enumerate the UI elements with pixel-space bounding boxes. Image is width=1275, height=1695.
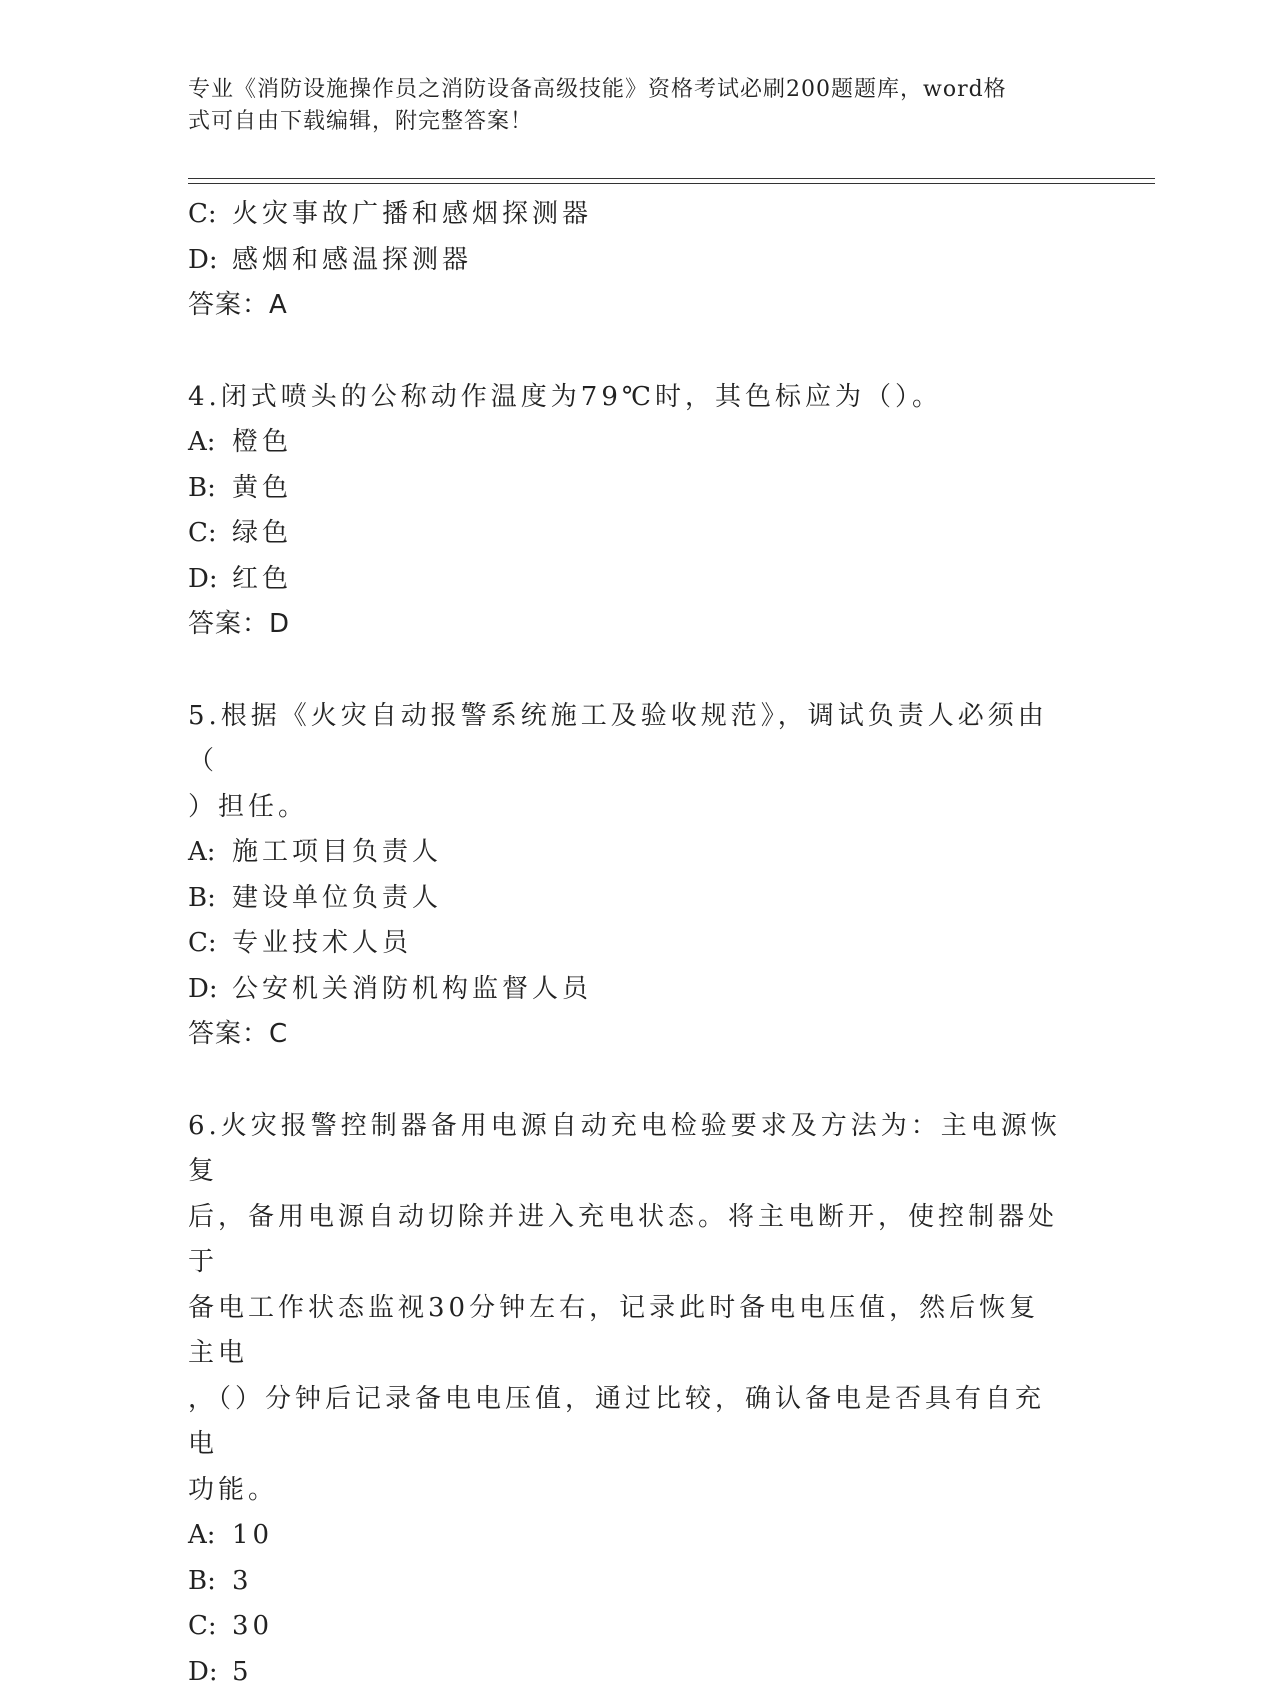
stem-line: ，（）分钟后记录备电电压值，通过比较，确认备电是否具有自充电: [188, 1377, 1068, 1468]
question-block-6: [188, 1104, 1088, 1695]
question-stem: [188, 375, 1068, 421]
option-text: 感烟和感温探测器: [232, 245, 472, 275]
question-stem: [188, 694, 1068, 831]
option-text: 公安机关消防机构监督人员: [232, 974, 592, 1004]
option-label: B:: [188, 876, 232, 922]
option-text: 10: [232, 1520, 273, 1550]
question-block-4: [188, 375, 1088, 648]
option-label: C:: [188, 921, 232, 967]
option-label: D:: [188, 557, 232, 603]
option-a: [188, 420, 1088, 466]
option-label: C:: [188, 192, 232, 238]
option-c: [188, 921, 1088, 967]
option-a: [188, 830, 1088, 876]
option-text: 建设单位负责人: [232, 883, 442, 913]
spacer: [188, 648, 1088, 694]
option-b: [188, 1559, 1088, 1605]
stem-line: 4.闭式喷头的公称动作温度为79℃时，其色标应为（）。: [188, 375, 1068, 421]
option-b: [188, 466, 1088, 512]
option-b: [188, 876, 1088, 922]
option-d: [188, 1650, 1088, 1695]
header-divider-bottom: [188, 183, 1155, 184]
header-line-2: 式可自由下载编辑，附完整答案！: [188, 106, 1068, 138]
option-label: C:: [188, 511, 232, 557]
option-label: D:: [188, 238, 232, 284]
stem-line: 5.根据《火灾自动报警系统施工及验收规范》，调试负责人必须由（: [188, 694, 1068, 785]
option-d: [188, 967, 1088, 1013]
question-stem: [188, 1104, 1068, 1514]
option-text: 30: [232, 1611, 273, 1641]
question-list: [188, 192, 1088, 1695]
question-block-prev: [188, 192, 1088, 329]
answer-line: 答案：A: [188, 283, 1088, 329]
option-label: A:: [188, 830, 232, 876]
stem-line: 备电工作状态监视30分钟左右，记录此时备电电压值，然后恢复主电: [188, 1286, 1068, 1377]
option-text: 橙色: [232, 427, 292, 457]
option-text: 火灾事故广播和感烟探测器: [232, 199, 592, 229]
option-text: 施工项目负责人: [232, 837, 442, 867]
stem-line: 功能。: [188, 1468, 1068, 1514]
header-divider-top: [188, 178, 1155, 179]
option-text: 3: [232, 1566, 253, 1596]
option-label: B:: [188, 466, 232, 512]
option-c: [188, 1604, 1088, 1650]
option-c: [188, 511, 1088, 557]
option-text: 专业技术人员: [232, 928, 412, 958]
option-label: C:: [188, 1604, 232, 1650]
option-d: [188, 238, 1088, 284]
spacer: [188, 1058, 1088, 1104]
option-text: 5: [232, 1657, 253, 1687]
option-d: [188, 557, 1088, 603]
option-text: 绿色: [232, 518, 292, 548]
option-label: D:: [188, 967, 232, 1013]
question-block-5: [188, 694, 1088, 1058]
option-label: B:: [188, 1559, 232, 1605]
option-a: [188, 1513, 1088, 1559]
stem-line: 后，备用电源自动切除并进入充电状态。将主电断开，使控制器处于: [188, 1195, 1068, 1286]
stem-line: ）担任。: [188, 785, 1068, 831]
option-c: [188, 192, 1088, 238]
option-text: 红色: [232, 564, 292, 594]
answer-line: 答案：C: [188, 1012, 1088, 1058]
option-label: A:: [188, 420, 232, 466]
header-line-1: 专业《消防设施操作员之消防设备高级技能》资格考试必刷200题题库，word格: [188, 74, 1068, 106]
stem-line: 6.火灾报警控制器备用电源自动充电检验要求及方法为：主电源恢复: [188, 1104, 1068, 1195]
option-label: D:: [188, 1650, 232, 1695]
option-label: A:: [188, 1513, 232, 1559]
option-text: 黄色: [232, 473, 292, 503]
document-header: [188, 74, 1068, 138]
spacer: [188, 329, 1088, 375]
answer-line: 答案：D: [188, 602, 1088, 648]
